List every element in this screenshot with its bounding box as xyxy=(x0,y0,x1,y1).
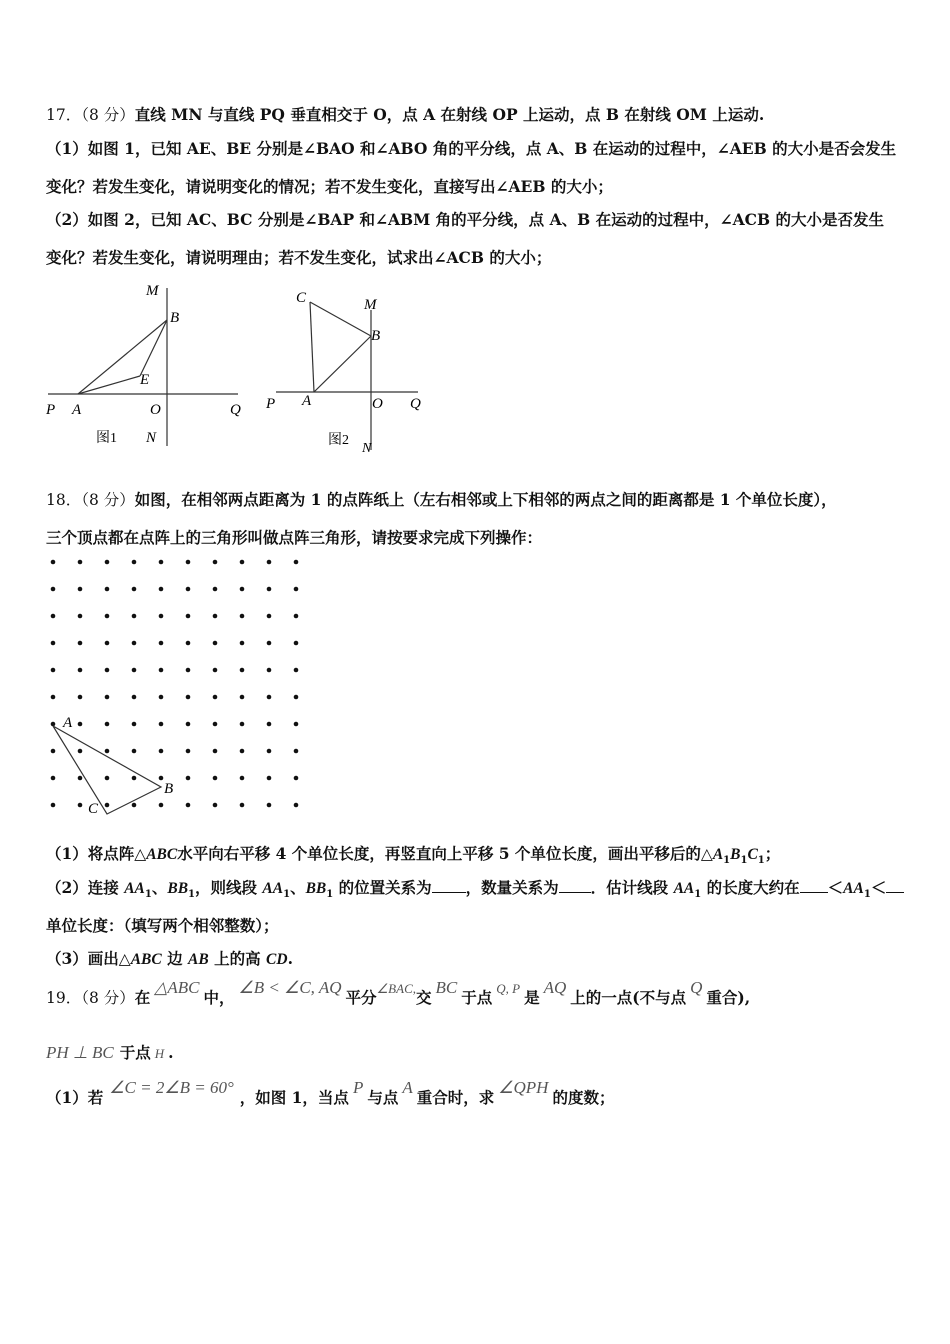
grid-dot xyxy=(267,749,272,754)
grid-dot xyxy=(105,695,110,700)
fig2-label-b: B xyxy=(371,328,381,344)
grid-dot xyxy=(132,722,137,727)
grid-dot xyxy=(51,560,56,565)
grid-dot xyxy=(294,722,299,727)
answer-blank-upper[interactable] xyxy=(886,891,904,893)
grid-dot xyxy=(186,560,191,565)
q17-number: 17．（8 分） xyxy=(46,106,135,124)
grid-dot xyxy=(267,668,272,673)
fig1-label-n: N xyxy=(146,430,157,446)
grid-dot xyxy=(294,614,299,619)
figure-1 xyxy=(40,278,255,450)
fig2-label-n: N xyxy=(362,441,372,456)
grid-dot xyxy=(132,614,137,619)
q17-line4: （2）如图 2，已知 AC、BC 分别是∠BAP 和∠ABM 角的平分线，点 A、B 在运动的过程中，∠ACB 的大小是否发生 xyxy=(46,210,884,229)
grid-dot xyxy=(267,587,272,592)
grid-dot xyxy=(132,803,137,808)
grid-dot xyxy=(132,587,137,592)
answer-blank-position[interactable] xyxy=(432,891,466,893)
grid-dot xyxy=(213,560,218,565)
grid-dot xyxy=(78,587,83,592)
triangle-abc xyxy=(53,726,161,814)
figure-2 xyxy=(262,284,432,456)
grid-dot xyxy=(78,695,83,700)
grid-dot xyxy=(213,668,218,673)
fig1-seg-ae xyxy=(78,376,140,394)
grid-dot xyxy=(159,641,164,646)
grid-dot xyxy=(78,803,83,808)
q19-line1: 19．（8 分）在△ABC中，∠B < ∠C, AQ平分$^{\angle BAC,}$交BC于点 $^{Q, P}$ 是AQ上的一点(不与点Q重合), xyxy=(46,978,751,1007)
q18-line1 xyxy=(46,488,837,510)
fig2-label-m: M xyxy=(364,297,377,313)
grid-dot xyxy=(159,803,164,808)
fig2-label-a: A xyxy=(302,393,312,409)
q18-stem: 如图，在相邻两点距离为 1 的点阵纸上（左右相邻或上下相邻的两点之间的距离都是 1 个单位长度）， xyxy=(134,490,837,509)
fig1-label-q: Q xyxy=(230,402,241,418)
fig2-label-o: O xyxy=(372,396,383,412)
q17-line5: 变化？若发生变化，请说明理由；若不发生变化，试求出∠ACB 的大小； xyxy=(46,248,552,267)
grid-dot xyxy=(105,668,110,673)
grid-dot xyxy=(294,668,299,673)
grid-dot xyxy=(240,641,245,646)
grid-dot xyxy=(51,776,56,781)
grid-dot xyxy=(159,614,164,619)
fig2-label-q: Q xyxy=(410,396,421,412)
grid-dot xyxy=(267,695,272,700)
grid-dot xyxy=(78,776,83,781)
grid-dot xyxy=(213,803,218,808)
q17-stem: 直线 MN 与直线 PQ 垂直相交于 O，点 A 在射线 OP 上运动，点 B 在射线 OM 上运动. xyxy=(134,105,765,124)
grid-dot xyxy=(159,668,164,673)
fig2-seg-ac xyxy=(310,302,314,392)
grid-dot xyxy=(240,749,245,754)
grid-dot xyxy=(105,776,110,781)
q17-line1 xyxy=(46,103,764,125)
grid-dot xyxy=(78,641,83,646)
answer-blank-lower[interactable] xyxy=(800,891,828,893)
grid-dot xyxy=(240,803,245,808)
label-a: A xyxy=(63,715,73,731)
grid-dot xyxy=(294,641,299,646)
grid-dot xyxy=(159,695,164,700)
grid-dot xyxy=(267,776,272,781)
grid-dot xyxy=(213,722,218,727)
grid-dot xyxy=(78,560,83,565)
grid-dot xyxy=(294,776,299,781)
grid-dot xyxy=(267,641,272,646)
grid-dot xyxy=(51,722,56,727)
grid-dot xyxy=(159,560,164,565)
q18-part3: （3）画出△ABC 边 AB 上的高 CD. xyxy=(46,949,293,968)
grid-dot xyxy=(240,614,245,619)
grid-dot xyxy=(51,749,56,754)
q18-part2: （2）连接 $AA_1$、$BB_1$，则线段 $AA_1$、$BB_1$ 的位置关系为 ，数量关系为 ．估计线段 $AA_1$ 的长度大约在 $<AA_1<$ xyxy=(46,876,904,900)
grid-dot xyxy=(186,668,191,673)
grid-dot xyxy=(294,560,299,565)
grid-dot xyxy=(186,641,191,646)
q18-number: 18．（8 分） xyxy=(46,491,135,509)
grid-dot xyxy=(294,749,299,754)
q19-line2: PH ⊥ BC 于点 H . xyxy=(46,1043,174,1062)
grid-dot xyxy=(213,776,218,781)
grid-dot xyxy=(240,587,245,592)
grid-dot xyxy=(240,560,245,565)
grid-dot xyxy=(294,695,299,700)
grid-dot xyxy=(105,614,110,619)
grid-dot xyxy=(294,587,299,592)
grid-dot xyxy=(105,749,110,754)
fig1-label-b: B xyxy=(170,310,180,326)
grid-dot xyxy=(267,803,272,808)
grid-dot xyxy=(213,695,218,700)
grid-dot xyxy=(240,722,245,727)
grid-dot xyxy=(267,560,272,565)
grid-dot xyxy=(240,776,245,781)
fig1-caption: 图1 xyxy=(96,431,117,446)
grid-dot xyxy=(132,641,137,646)
fig1-seg-ab xyxy=(78,320,167,394)
fig1-label-o: O xyxy=(150,402,161,418)
fig1-seg-be xyxy=(140,320,167,376)
grid-dot xyxy=(51,695,56,700)
grid-dot xyxy=(294,803,299,808)
grid-dot xyxy=(159,776,164,781)
q17-line3: 变化？若发生变化，请说明变化的情况；若不发生变化，直接写出∠AEB 的大小； xyxy=(46,177,613,196)
grid-dot xyxy=(105,803,110,808)
grid-dot xyxy=(78,722,83,727)
fig1-label-m: M xyxy=(146,283,159,299)
grid-dot xyxy=(186,587,191,592)
grid-dot xyxy=(105,722,110,727)
grid-dot xyxy=(159,722,164,727)
q18-part2-cont: 单位长度：（填写两个相邻整数）； xyxy=(46,916,279,935)
grid-dot xyxy=(267,614,272,619)
grid-dot xyxy=(186,722,191,727)
grid-dot xyxy=(159,749,164,754)
answer-blank-quantity[interactable] xyxy=(559,891,591,893)
grid-dot xyxy=(213,587,218,592)
grid-dot xyxy=(213,614,218,619)
fig1-label-p: P xyxy=(46,402,56,418)
grid-dot xyxy=(51,614,56,619)
grid-dot xyxy=(186,695,191,700)
grid-dot xyxy=(186,614,191,619)
grid-dot xyxy=(132,668,137,673)
grid-dot xyxy=(105,560,110,565)
q19-part1: （1）若∠C = 2∠B = 60°，如图 1，当点P与点A重合时，求∠QPH的度数； xyxy=(46,1078,615,1107)
fig2-seg-bc xyxy=(310,302,371,336)
dot-grid xyxy=(40,552,310,827)
grid-dot xyxy=(51,668,56,673)
grid-dot xyxy=(132,776,137,781)
grid-dot xyxy=(186,803,191,808)
fig1-label-e: E xyxy=(140,372,150,388)
q18-part1: （1）将点阵△ABC水平向右平移 4 个单位长度，再竖直向上平移 5 个单位长度，画出平移后的$\triangle A_1B_1C_1$； xyxy=(46,844,781,867)
grid-dot xyxy=(78,749,83,754)
grid-dot xyxy=(186,776,191,781)
fig2-label-c: C xyxy=(296,290,307,306)
grid-dot xyxy=(159,587,164,592)
q18-line2: 三个顶点都在点阵上的三角形叫做点阵三角形，请按要求完成下列操作： xyxy=(46,528,543,547)
fig2-seg-ab xyxy=(314,336,371,392)
grid-dot xyxy=(213,749,218,754)
fig2-label-p: P xyxy=(266,396,276,412)
grid-dot xyxy=(51,803,56,808)
grid-dot xyxy=(51,641,56,646)
grid-dot xyxy=(78,668,83,673)
grid-dot xyxy=(78,614,83,619)
fig2-caption: 图2 xyxy=(328,433,349,448)
grid-dot xyxy=(132,560,137,565)
q17-line2: （1）如图 1，已知 AE、BE 分别是∠BAO 和∠ABO 角的平分线，点 A、B 在运动的过程中，∠AEB 的大小是否会发生 xyxy=(46,139,897,158)
label-b: B xyxy=(164,781,174,797)
grid-dot xyxy=(240,695,245,700)
label-c: C xyxy=(88,801,99,817)
grid-dot xyxy=(213,641,218,646)
fig1-label-a: A xyxy=(72,402,82,418)
grid-dot xyxy=(132,695,137,700)
grid-dot xyxy=(240,668,245,673)
grid-dot xyxy=(186,749,191,754)
grid-dot xyxy=(132,749,137,754)
grid-dot xyxy=(105,587,110,592)
grid-dot xyxy=(105,641,110,646)
grid-dot xyxy=(51,587,56,592)
grid-dot xyxy=(267,722,272,727)
